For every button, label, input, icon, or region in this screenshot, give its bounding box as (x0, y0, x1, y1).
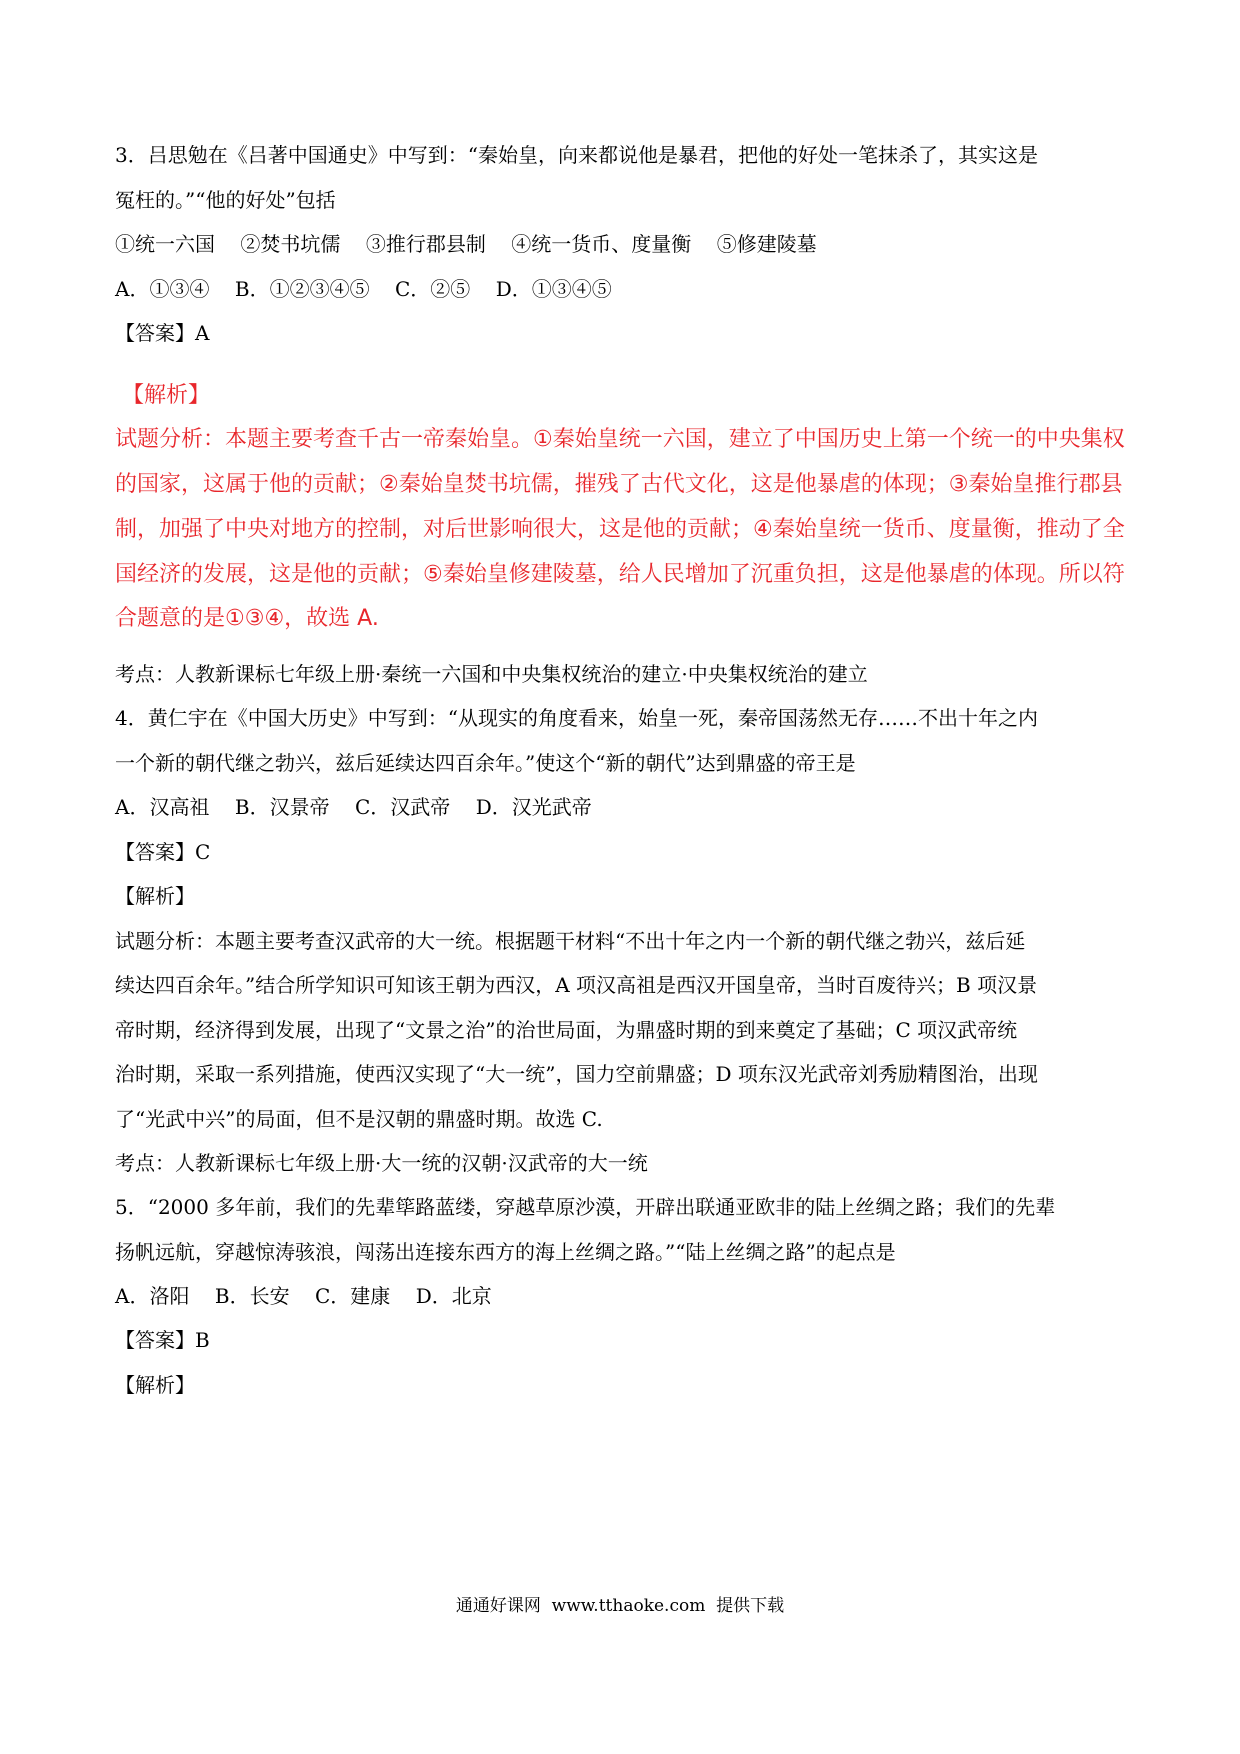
q4-analysis-title: 【解析】 (115, 884, 195, 908)
q3-analysis-line: 合题意的是①③④，故选 A. (115, 606, 379, 631)
q4-options: A．汉高祖 B．汉景帝 C．汉武帝 D．汉光武帝 (115, 795, 592, 819)
q4-kaodian: 考点：人教新课标七年级上册·大一统的汉朝·汉武帝的大一统 (115, 1151, 648, 1175)
q4-answer: 【答案】C (115, 840, 211, 864)
q3-stem-line2: 冤枉的。”“他的好处”包括 (115, 188, 336, 212)
q5-options: A．洛阳 B．长安 C．建康 D．北京 (115, 1284, 492, 1308)
q3-items: ①统一六国 ②焚书坑儒 ③推行郡县制 ④统一货币、度量衡 ⑤修建陵墓 (115, 232, 817, 256)
q3-options: A．①③④ B．①②③④⑤ C．②⑤ D．①③④⑤ (115, 277, 612, 301)
page-footer: 通通好课网 www.tthaoke.com 提供下载 (455, 1596, 785, 1616)
q4-analysis-line: 帝时期，经济得到发展，出现了“文景之治”的治世局面，为鼎盛时期的到来奠定了基础；C 项汉武帝统 (115, 1018, 1018, 1042)
q3-analysis-line: 试题分析：本题主要考查千古一帝秦始皇。①秦始皇统一六国，建立了中国历史上第一个统一的中央集权 (115, 427, 1125, 452)
q3-analysis-title: 【解析】 (122, 383, 211, 408)
q3-stem-line1: 3．吕思勉在《吕著中国通史》中写到：“秦始皇，向来都说他是暴君，把他的好处一笔抹杀了，其实这是 (115, 143, 1038, 167)
q5-stem-line2: 扬帆远航，穿越惊涛骇浪，闯荡出连接东西方的海上丝绸之路。”“陆上丝绸之路”的起点是 (115, 1240, 896, 1264)
q4-analysis-line: 治时期，采取一系列措施，使西汉实现了“大一统”，国力空前鼎盛；D 项东汉光武帝刘秀励精图治，出现 (115, 1062, 1038, 1086)
q3-kaodian: 考点：人教新课标七年级上册·秦统一六国和中央集权统治的建立·中央集权统治的建立 (115, 662, 868, 686)
q4-stem-line1: 4．黄仁宇在《中国大历史》中写到：“从现实的角度看来，始皇一死，秦帝国荡然无存……不出十年之内 (115, 706, 1038, 730)
q3-analysis-line: 国经济的发展，这是他的贡献；⑤秦始皇修建陵墓，给人民增加了沉重负担，这是他暴虐的体现。所以符 (115, 562, 1125, 587)
q3-analysis-line: 的国家，这属于他的贡献；②秦始皇焚书坑儒，摧残了古代文化，这是他暴虐的体现；③秦始皇推行郡县 (115, 472, 1123, 497)
q4-analysis-line: 续达四百余年。”结合所学知识可知该王朝为西汉，A 项汉高祖是西汉开国皇帝，当时百废待兴；B 项汉景 (115, 973, 1038, 997)
q4-analysis-line: 试题分析：本题主要考查汉武帝的大一统。根据题干材料“不出十年之内一个新的朝代继之勃兴，兹后延 (115, 929, 1026, 953)
q4-analysis-line: 了“光武中兴”的局面，但不是汉朝的鼎盛时期。故选 C. (115, 1107, 603, 1131)
q5-stem-line1: 5．“2000 多年前，我们的先辈筚路蓝缕，穿越草原沙漠，开辟出联通亚欧非的陆上丝绸之路；我们的先辈 (115, 1195, 1056, 1219)
q3-answer: 【答案】A (115, 321, 210, 345)
q3-analysis-line: 制，加强了中央对地方的控制，对后世影响很大，这是他的贡献；④秦始皇统一货币、度量衡，推动了全 (115, 517, 1125, 542)
q5-answer: 【答案】B (115, 1328, 210, 1352)
q4-stem-line2: 一个新的朝代继之勃兴，兹后延续达四百余年。”使这个“新的朝代”达到鼎盛的帝王是 (115, 751, 856, 775)
q5-analysis-title: 【解析】 (115, 1373, 195, 1397)
